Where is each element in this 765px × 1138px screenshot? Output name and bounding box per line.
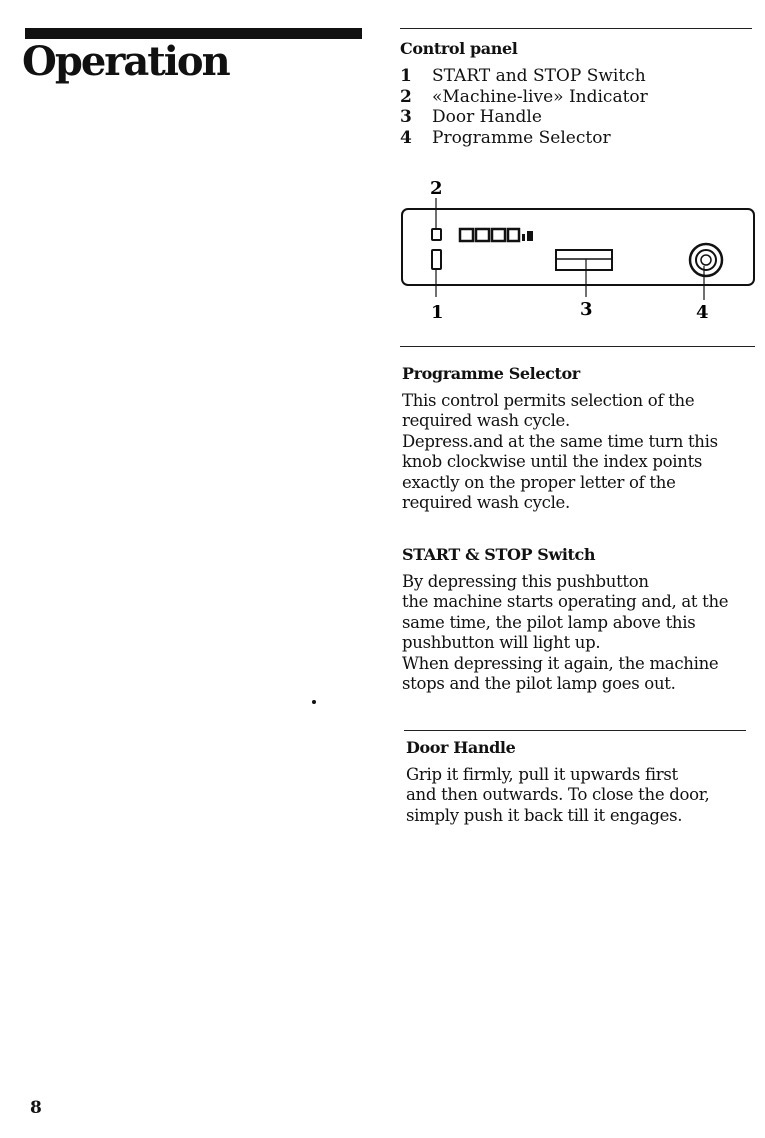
legend-item bbox=[400, 128, 648, 149]
door-handle-text bbox=[406, 765, 709, 826]
text-line: pushbutton will light up. bbox=[402, 633, 601, 653]
legend-number: 1 bbox=[400, 66, 412, 86]
programme-selector-knob bbox=[690, 244, 722, 276]
text-line: By depressing this pushbutton bbox=[402, 572, 649, 591]
section-divider bbox=[400, 28, 752, 29]
start-stop-switch bbox=[432, 250, 441, 269]
programme-selector-heading: Programme Selector bbox=[402, 364, 580, 383]
text-line: Grip it firmly, pull it upwards first bbox=[406, 765, 678, 784]
callout-label-2: 2 bbox=[430, 178, 443, 199]
legend-number: 4 bbox=[400, 127, 412, 148]
legend-label: «Machine-live» Indicator bbox=[432, 86, 648, 107]
text-line: and then outwards. To close the door, bbox=[406, 785, 710, 805]
text-line: Depress.and at the same time turn this bbox=[402, 431, 718, 451]
text-line: This control permits selection of the bbox=[402, 391, 695, 410]
door-handle-heading: Door Handle bbox=[406, 738, 516, 757]
panel-outline bbox=[402, 209, 754, 285]
section-divider bbox=[400, 346, 755, 347]
programme-selector-text bbox=[402, 391, 718, 513]
text-line: simply push it back till it engages. bbox=[406, 805, 683, 825]
control-panel-legend bbox=[400, 66, 648, 148]
legend-number: 2 bbox=[400, 86, 412, 107]
machine-live-indicator bbox=[432, 229, 441, 240]
page-number: 8 bbox=[30, 1098, 42, 1118]
text-line: When depressing it again, the machine bbox=[402, 653, 719, 673]
legend-label: START and STOP Switch bbox=[432, 66, 646, 86]
section-divider bbox=[404, 730, 746, 731]
start-stop-heading: START & STOP Switch bbox=[402, 545, 596, 564]
text-line: knob clockwise until the index points bbox=[402, 452, 703, 472]
text-line: same time, the pilot lamp above this bbox=[402, 612, 696, 632]
door-handle bbox=[556, 250, 612, 270]
callout-label-1: 1 bbox=[431, 302, 444, 323]
control-panel-diagram bbox=[398, 172, 756, 324]
legend-item bbox=[400, 107, 648, 128]
text-line: required wash cycle. bbox=[402, 411, 570, 431]
page-title: Operation bbox=[22, 38, 229, 85]
stray-dot bbox=[312, 700, 316, 704]
text-line: stops and the pilot lamp goes out. bbox=[402, 674, 676, 694]
text-line: required wash cycle. bbox=[402, 493, 570, 513]
start-stop-text bbox=[402, 572, 728, 694]
control-panel-heading: Control panel bbox=[400, 39, 518, 58]
legend-label: Programme Selector bbox=[432, 127, 611, 148]
legend-item bbox=[400, 66, 648, 87]
legend-number: 3 bbox=[400, 107, 412, 127]
callout-label-3: 3 bbox=[580, 299, 593, 320]
text-line: the machine starts operating and, at the bbox=[402, 592, 729, 612]
legend-label: Door Handle bbox=[432, 107, 542, 127]
callout-label-4: 4 bbox=[696, 302, 709, 323]
brand-logo bbox=[460, 229, 533, 241]
legend-item bbox=[400, 87, 648, 108]
text-line: exactly on the proper letter of the bbox=[402, 472, 676, 492]
